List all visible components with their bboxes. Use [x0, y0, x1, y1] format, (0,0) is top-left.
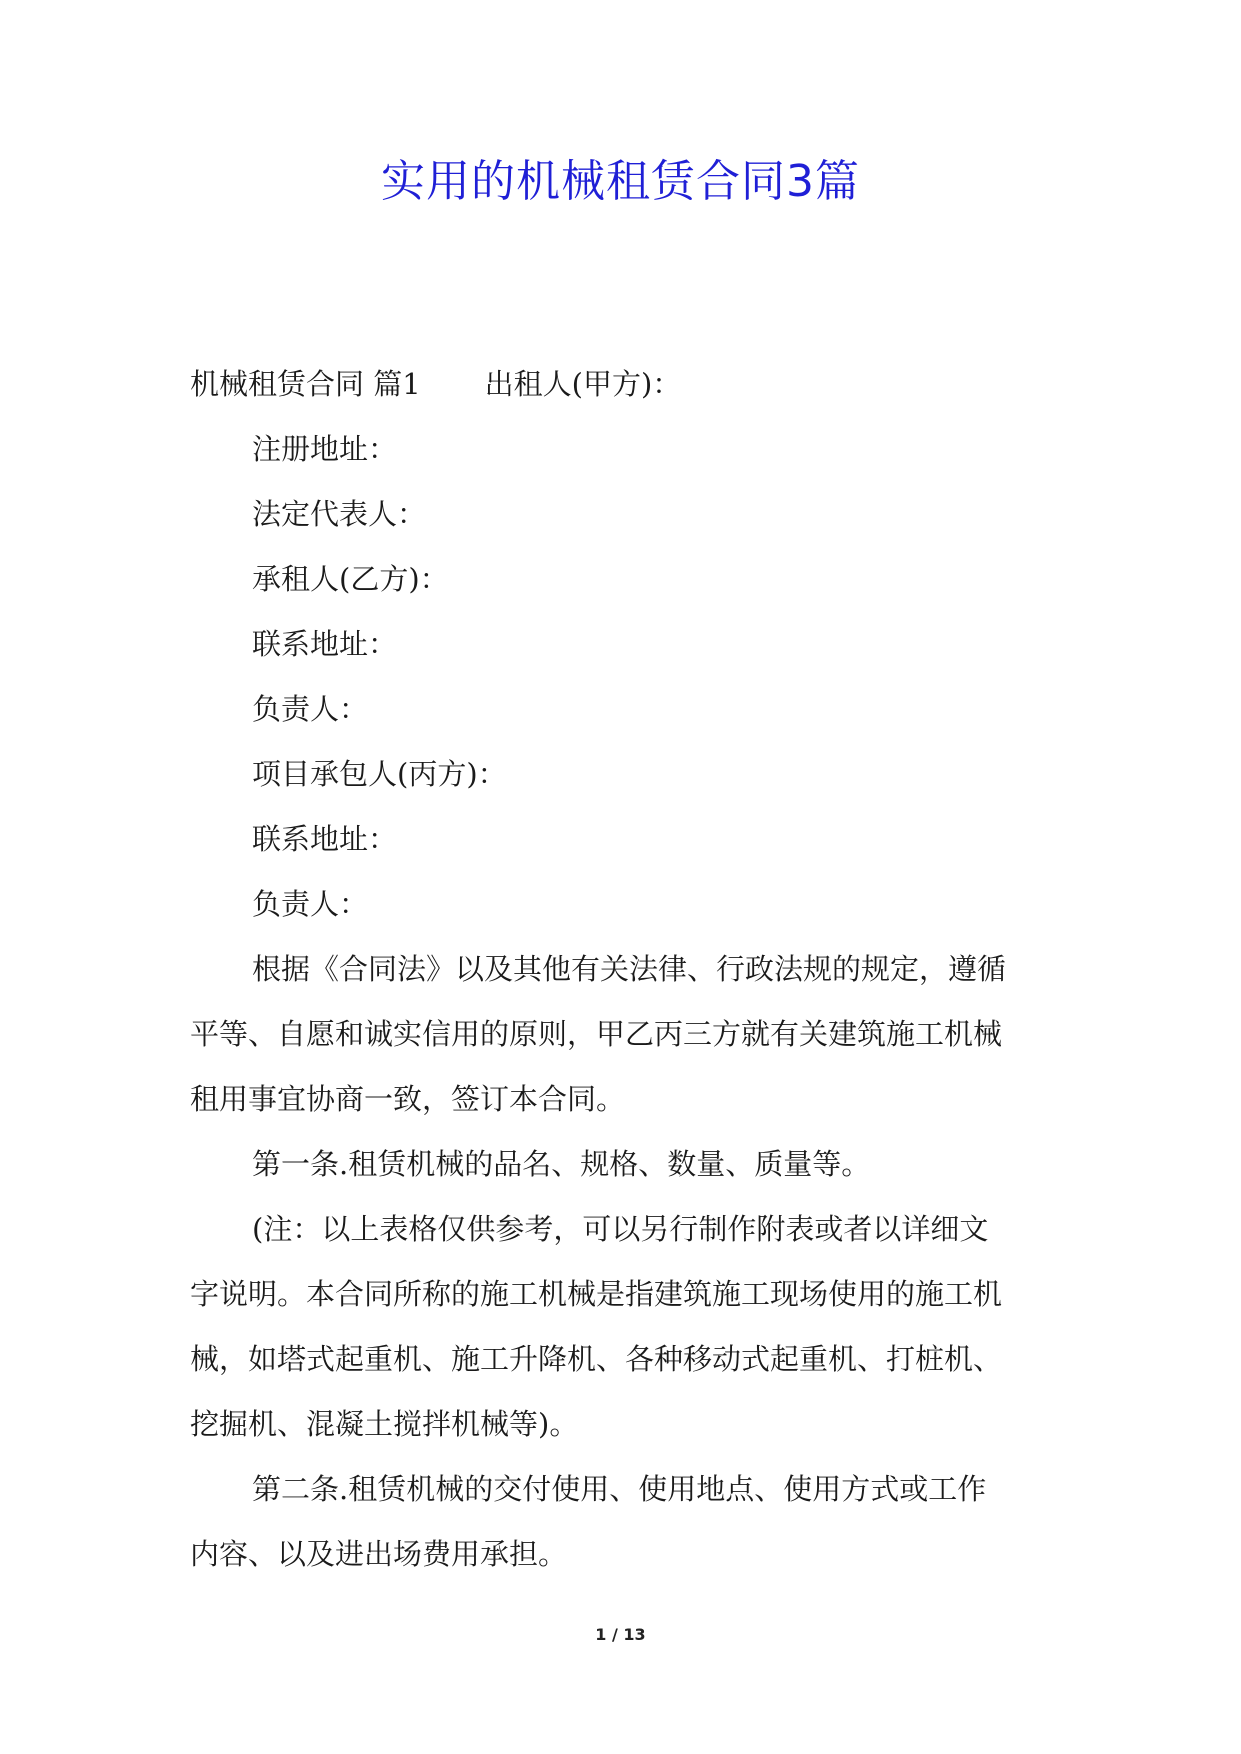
- paragraph-article-1: [190, 1132, 1060, 1197]
- field-line: 承租人(乙方)：: [252, 562, 449, 596]
- first-party-label: 出租人(甲方)：: [484, 367, 682, 401]
- paragraph-note: [190, 1197, 1060, 1457]
- paragraph-line: 租用事宜协商一致，签订本合同。: [190, 1082, 626, 1116]
- field-line: 负责人：: [252, 887, 369, 921]
- document-body: [190, 352, 1060, 1587]
- paragraph-legal-basis: [190, 937, 1060, 1132]
- paragraph-line: (注：以上表格仅供参考，可以另行制作附表或者以详细文: [252, 1212, 989, 1246]
- field-line: 联系地址：: [252, 627, 398, 661]
- paragraph-line: 械，如塔式起重机、施工升降机、各种移动式起重机、打桩机、: [190, 1342, 1003, 1376]
- field-line: 注册地址：: [252, 432, 398, 466]
- field-line: 项目承包人(丙方)：: [252, 757, 507, 791]
- section-heading-line: [190, 352, 1060, 417]
- field-line: 联系地址：: [252, 822, 398, 856]
- paragraph-line: 字说明。本合同所称的施工机械是指建筑施工现场使用的施工机: [190, 1277, 1003, 1311]
- field-line: 法定代表人：: [252, 497, 427, 531]
- document-title: 实用的机械租赁合同3篇: [381, 156, 860, 207]
- paragraph-article-2: [190, 1457, 1060, 1587]
- page-number: 1 / 13: [595, 1625, 646, 1644]
- paragraph-line: 根据《合同法》以及其他有关法律、行政法规的规定，遵循: [252, 952, 1007, 986]
- paragraph-line: 平等、自愿和诚实信用的原则，甲乙丙三方就有关建筑施工机械: [190, 1017, 1003, 1051]
- paragraph-line: 挖掘机、混凝土搅拌机械等)。: [190, 1407, 579, 1441]
- paragraph-line: 第二条.租赁机械的交付使用、使用地点、使用方式或工作: [252, 1472, 987, 1506]
- section-heading: 机械租赁合同 篇1: [190, 367, 421, 401]
- field-line: 负责人：: [252, 692, 369, 726]
- paragraph-line: 内容、以及进出场费用承担。: [190, 1537, 568, 1571]
- paragraph-line: 第一条.租赁机械的品名、规格、数量、质量等。: [252, 1147, 871, 1181]
